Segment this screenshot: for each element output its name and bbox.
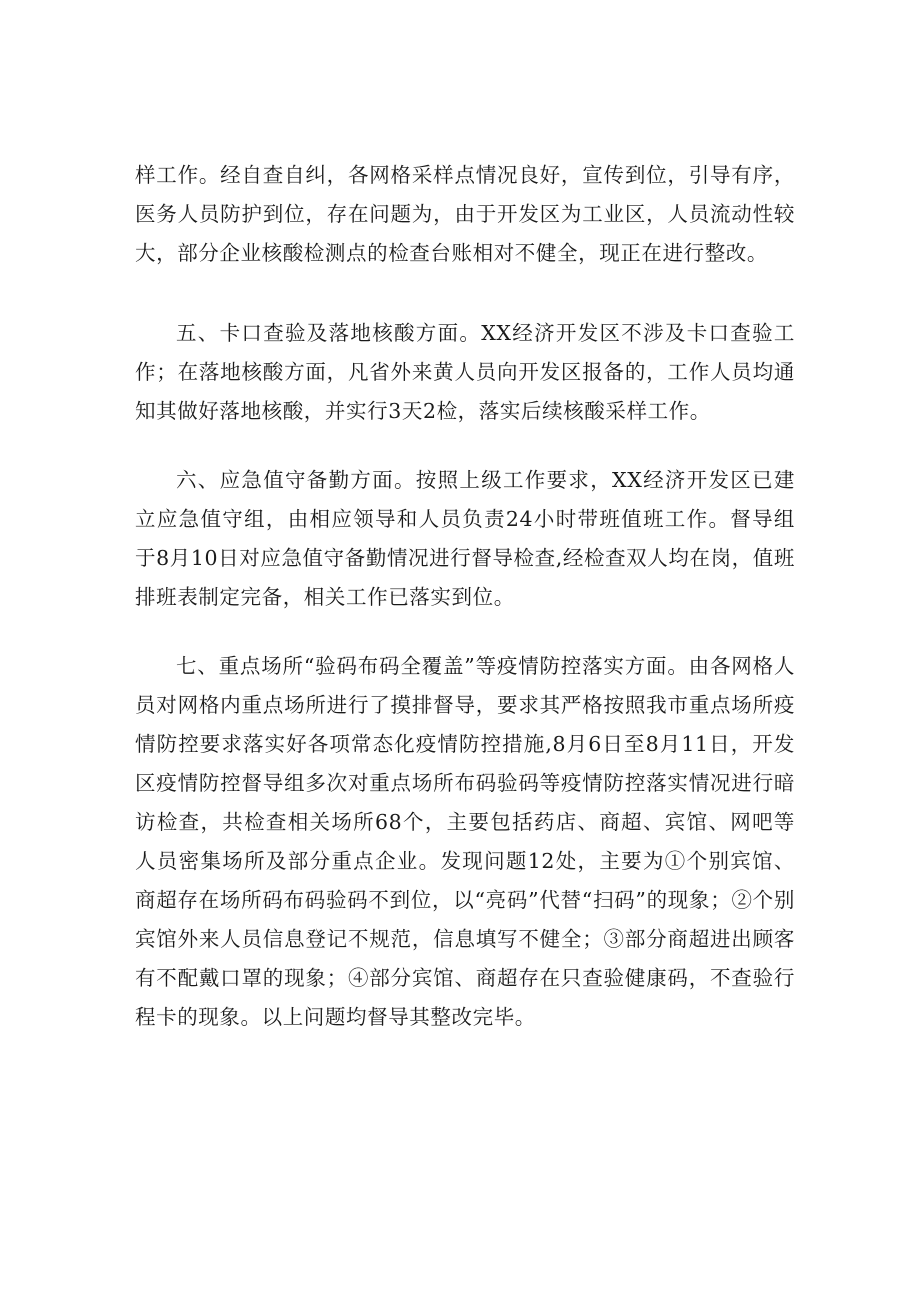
paragraph-section-five-checkpoint: 五、卡口查验及落地核酸方面。XX经济开发区不涉及卡口查验工作；在落地核酸方面，凡省外来黄人员向开发区报备的，工作人员均通知其做好落地核酸，并实行3天2检，落实后续核酸采样工作。 [135,321,795,423]
paragraph-section-seven-key-venues: 七、重点场所“验码布码全覆盖”等疫情防控落实方面。由各网格人员对网格内重点场所进行了摸排督导，要求其严格按照我市重点场所疫情防控要求落实好各项常态化疫情防控措施,8月6日至8月11日，开发区疫情防控督导组多次对重点场所布码验码等疫情防控落实情况进行暗访检查，共检查相关场所68个，主要包括药店、商超、宾馆、网吧等人员密集场所及部分重点企业。发现问题12处，主要为①个别宾馆、商超存在场所码布码验码不到位，以“亮码”代替“扫码”的现象；②个别宾馆外来人员信息登记不规范，信息填写不健全；③部分商超进出顾客有不配戴口罩的现象；④部分宾馆、商超存在只查验健康码，不查验行程卡的现象。以上问题均督导其整改完毕。 [135,654,795,1029]
paragraph-sampling-continuation: 样工作。经自查自纠，各网格采样点情况良好，宣传到位，引导有序，医务人员防护到位，存在问题为，由于开发区为工业区，人员流动性较大，部分企业核酸检测点的检查台账相对不健全，现正在进行整改。 [135,163,795,265]
paragraph-section-six-emergency-duty: 六、应急值守备勤方面。按照上级工作要求，XX经济开发区已建立应急值守组，由相应领导和人员负责24小时带班值班工作。督导组于8月10日对应急值守备勤情况进行督导检查,经检查双人均在岗，值班排班表制定完备，相关工作已落实到位。 [135,468,795,609]
